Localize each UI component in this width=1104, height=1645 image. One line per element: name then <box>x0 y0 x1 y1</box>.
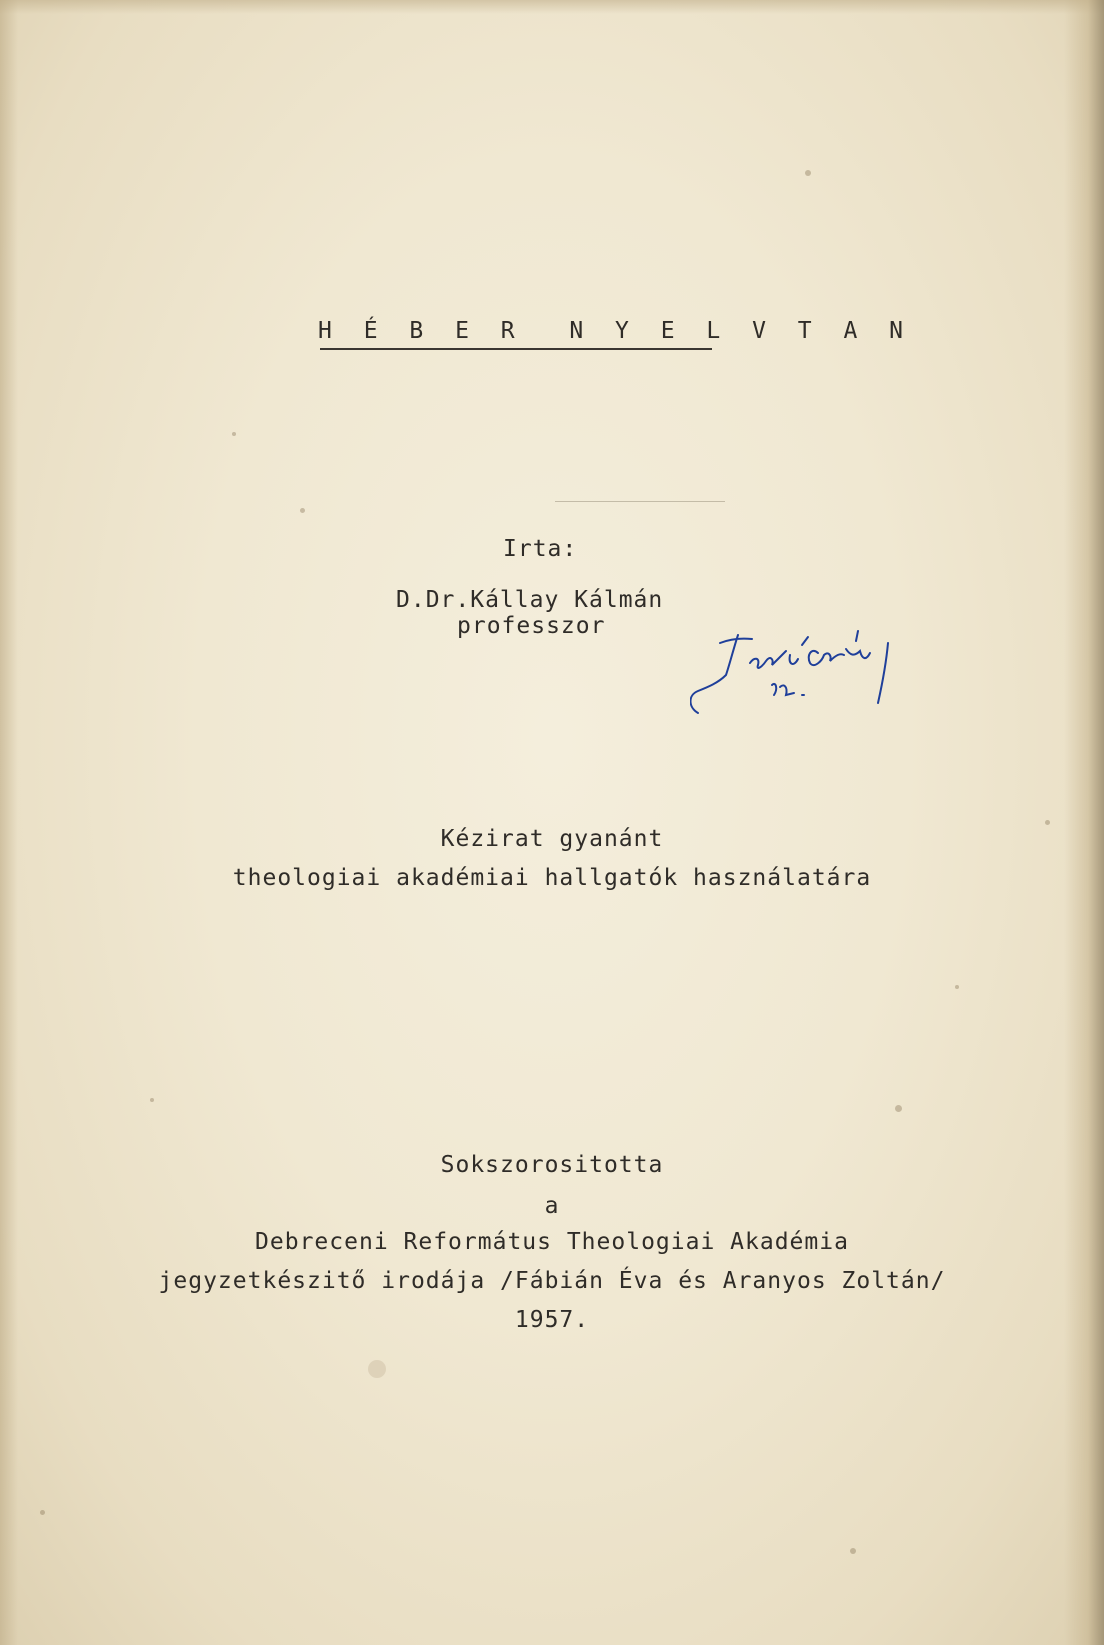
paper-speck <box>150 1098 154 1102</box>
paper-speck <box>1045 820 1050 825</box>
byline-label: Irta: <box>503 536 578 562</box>
handwritten-signature <box>690 625 950 735</box>
paper-speck <box>850 1548 856 1554</box>
paper-speck <box>368 1360 386 1378</box>
paper-edge-right <box>1064 0 1104 1645</box>
title-underline <box>320 348 712 350</box>
paper-speck <box>955 985 959 989</box>
paper-speck <box>40 1510 45 1515</box>
faint-rule <box>555 501 725 502</box>
publisher-line-1: Sokszorositotta <box>440 1152 664 1178</box>
paper-edge-left <box>0 0 18 1645</box>
paper-edge-top <box>0 0 1104 14</box>
paper-speck <box>232 432 236 436</box>
document-title: H É B E R N Y E L V T A N <box>318 318 913 344</box>
publisher-line-3: Debreceni Református Theologiai Akadémia <box>255 1229 849 1255</box>
paper-speck <box>895 1105 902 1112</box>
publication-year: 1957. <box>514 1307 590 1333</box>
manuscript-audience: theologiai akadémiai hallgatók használatára <box>232 865 872 891</box>
paper-speck <box>805 170 811 176</box>
manuscript-note: Kézirat gyanánt <box>440 826 664 852</box>
publisher-line-2: a <box>544 1193 560 1219</box>
paper-speck <box>300 508 305 513</box>
publisher-line-4: jegyzetkészitő irodája /Fábián Éva és Aranyos Zoltán/ <box>158 1268 946 1294</box>
author-title: professzor <box>457 613 606 639</box>
author-name: D.Dr.Kállay Kálmán <box>396 587 664 613</box>
